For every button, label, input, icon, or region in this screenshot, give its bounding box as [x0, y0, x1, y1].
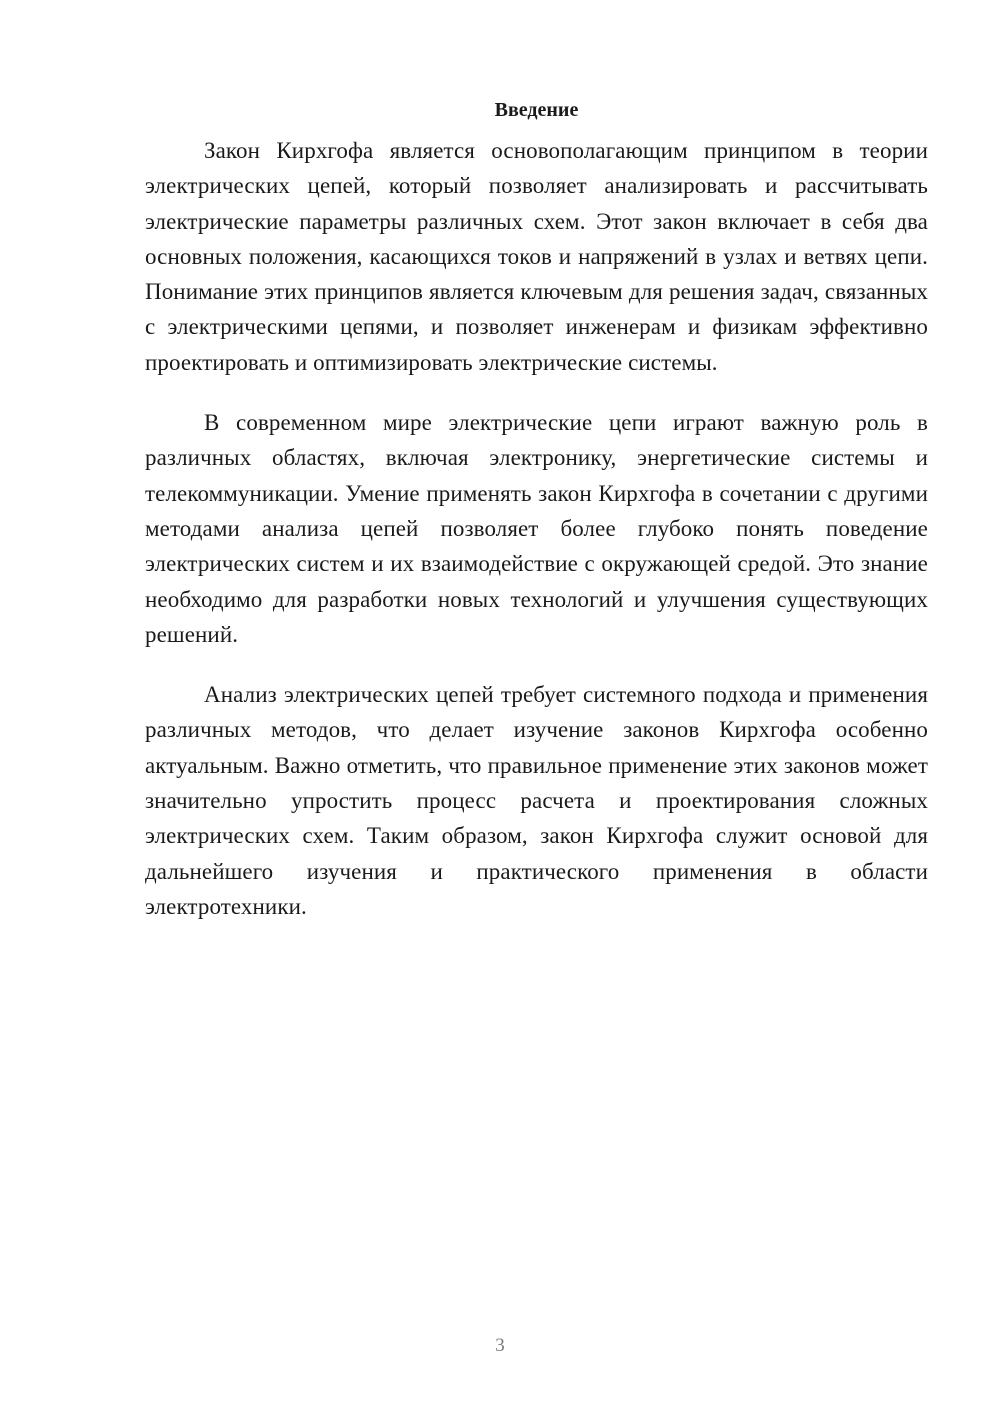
page-body — [145, 96, 928, 949]
paragraph-3: Анализ электрических цепей требует системного подхода и применения различных методов, что делает изучение законов Кирхгофа особенно актуальным. Важно отметить, что правильное применение этих законов может значительно упростить процесс расчета и проектирования сложных электрических схем. Таким образом, закон Кирхгофа служит основой для дальнейшего изучения и практического применения в области электротехники. — [145, 682, 928, 919]
paragraph-1: Закон Кирхгофа является основополагающим принципом в теории электрических цепей, который позволяет анализировать и рассчитывать электрические параметры различных схем. Этот закон включает в себя два основных положения, касающихся токов и напряжений в узлах и ветвях цепи. Понимание этих принципов является ключевым для решения задач, связанных с электрическими цепями, и позволяет инженерам и физикам эффективно проектировать и оптимизировать электрические системы. — [145, 138, 928, 375]
paragraph-2: В современном мире электрические цепи играют важную роль в различных областях, включая электронику, энергетические системы и телекоммуникации. Умение применять закон Кирхгофа в сочетании с другими методами анализа цепей позволяет более глубоко понять поведение электрических систем и их взаимодействие с окружающей средой. Это знание необходимо для разработки новых технологий и улучшения существующих решений. — [145, 410, 928, 647]
section-heading: Введение — [494, 99, 579, 121]
page-number: 3 — [495, 1335, 505, 1356]
